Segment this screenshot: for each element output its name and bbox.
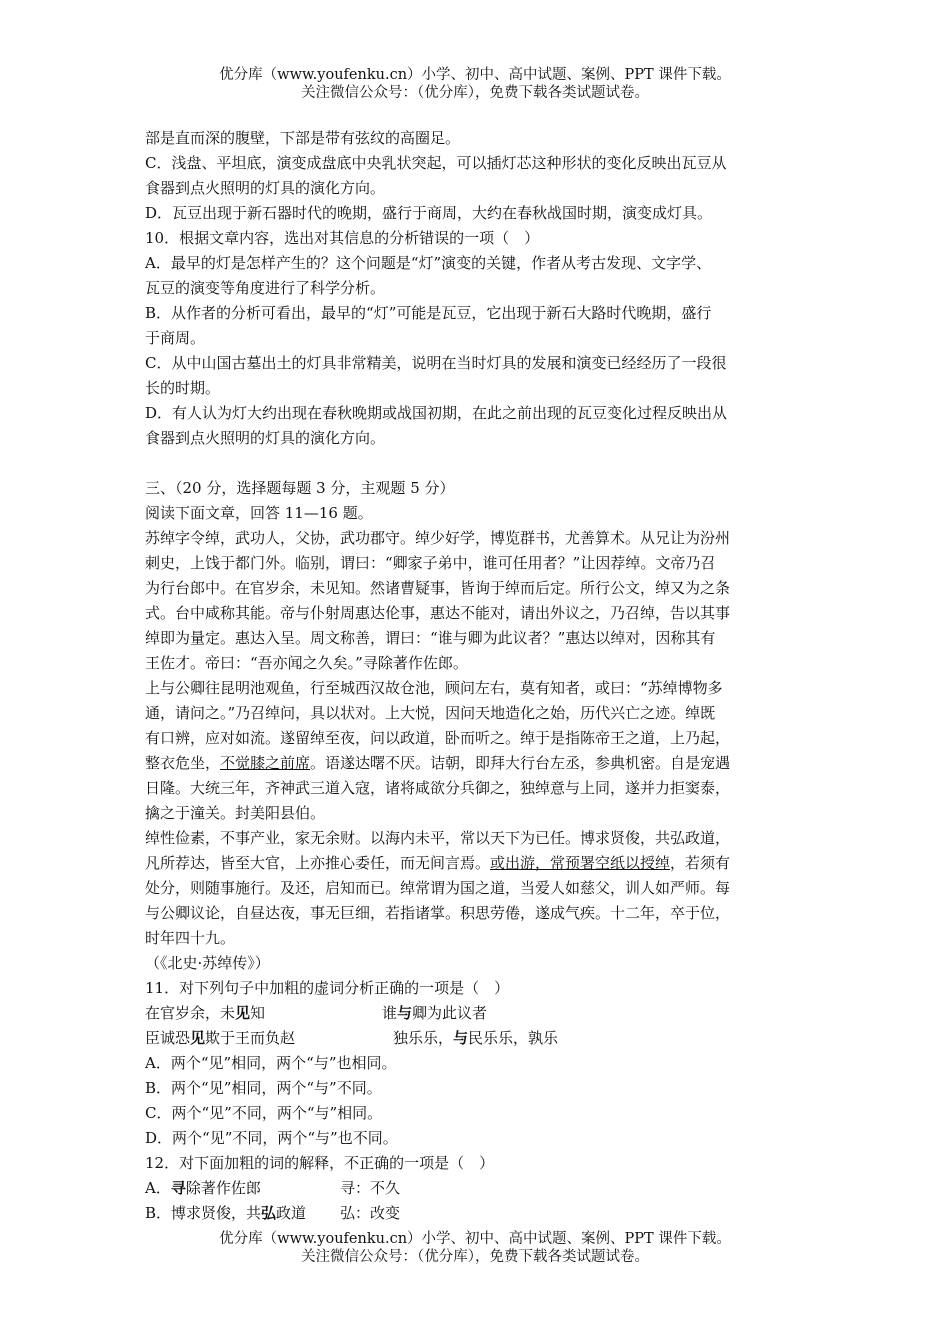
sentence-text: 臣诚恐 [145,1029,191,1047]
q10-option-c-line-2: 长的时期。 [145,379,221,397]
page-footer [0,1230,950,1266]
bold-word: 弘 [261,1204,277,1222]
passage-text: 整衣危坐， [145,754,221,772]
passage-line: 有口辨，应对如流。遂留绰至夜，问以政道，卧而听之。绰于是指陈帝王之道，上乃起， [145,729,731,747]
passage-line [145,751,810,776]
q9-option-c-line-1: C．浅盘、平坦底，演变成盘底中央乳状突起，可以插灯芯这种形状的变化反映出瓦豆从 [145,154,727,172]
q11-sentence-2 [382,1001,487,1026]
passage-line: 擒之于潼关。封美阳县伯。 [145,804,326,822]
footer-line-2: 关注微信公众号：（优分库），免费下载各类试题试卷。 [301,1249,649,1265]
q12-option-b-text [145,1201,340,1226]
bold-word: 见 [235,1004,251,1022]
q10-option-d-line-2: 食器到点火照明的灯具的演化方向。 [145,429,386,447]
option-text: 除著作佐郎 [185,1179,261,1197]
sentence-text: 谁 [382,1004,398,1022]
passage-line: 绰性俭素，不事产业，家无余财。以海内未平，常以天下为已任。博求贤俊，共弘政道， [145,829,731,847]
passage-line: 苏绰字令绰，武功人，父协，武功郡守。绰少好学，博览群书，尤善算术。从兄让为汾州 [145,529,731,547]
option-text: A． [145,1179,171,1197]
q10-option-b-line-1: B．从作者的分析可看出，最早的“灯”可能是瓦豆，它出现于新石大路时代晚期，盛行 [145,304,712,322]
bold-word: 与 [453,1029,469,1047]
passage-line: 处分，则随事施行。及还，启知而已。绰常谓为国之道，当爱人如慈父，训人如严师。每 [145,879,731,897]
sentence-text: 卿为此议者 [412,1004,488,1022]
q10-option-d-line-1: D．有人认为灯大约出现在春秋晚期或战国初期，在此之前出现的瓦豆变化过程反映出从 [145,404,728,422]
q10-option-b-line-2: 于商周。 [145,329,206,347]
q11-option-d: D．两个“见”不同，两个“与”也不同。 [145,1129,398,1147]
q11-sentences-row-2 [145,1026,810,1051]
q12-stem: 12．对下面加粗的词的解释，不正确的一项是（ ） [145,1154,495,1172]
q11-sentences-row-1 [145,1001,810,1026]
document-body [145,126,810,1226]
q9-option-c-line-2: 食器到点火照明的灯具的演化方向。 [145,179,386,197]
q11-sentence-1 [145,1001,382,1026]
sentence-text: 知 [250,1004,266,1022]
q12-option-b [145,1201,810,1226]
underlined-sentence: 不觉膝之前席 [220,754,311,772]
q10-option-a-line-2: 瓦豆的演变等角度进行了科学分析。 [145,279,386,297]
q10-option-a-line-1: A．最早的灯是怎样产生的？这个问题是“灯”演变的关键，作者从考古发现、文字学、 [145,254,712,272]
sentence-text: 民乐乐，孰乐 [468,1029,559,1047]
q11-stem: 11．对下列句子中加粗的虚词分析正确的一项是（ ） [145,979,510,997]
bold-word: 寻 [170,1179,186,1197]
sentence-text: 在官岁余，未 [145,1004,236,1022]
passage-line: 刺史，上饯于都门外。临别，谓曰：“卿家子弟中，谁可任用者？”让因荐绰。文帝乃召 [145,554,716,572]
q12-option-b-explanation: 弘：改变 [340,1204,401,1222]
passage-line: 上与公卿往昆明池观鱼，行至城西汉故仓池，顾问左右，莫有知者，或曰：“苏绰博物多 [145,679,723,697]
passage-text: 凡所荐达，皆至大官，上亦推心委任，而无间言焉。 [145,854,491,872]
passage-line: 日隆。大统三年，齐神武三道入寇，诸将咸欲分兵御之，独绰意与上同，遂并力拒窦泰， [145,779,731,797]
q11-option-b: B．两个“见”相同，两个“与”不同。 [145,1079,382,1097]
q10-stem: 10．根据文章内容，选出对其信息的分析错误的一项（ ） [145,229,540,247]
header-line-2: 关注微信公众号：（优分库），免费下载各类试题试卷。 [301,85,649,101]
q12-option-a-text [145,1176,340,1201]
bold-word: 与 [397,1004,413,1022]
q11-sentence-3 [145,1026,393,1051]
passage-line: 与公卿议论，自昼达夜，事无巨细，若指诸掌。积思劳倦，遂成气疾。十二年，卒于位， [145,904,731,922]
spacer [145,451,810,476]
q10-option-c-line-1: C．从中山国古墓出土的灯具非常精美，说明在当时灯具的发展和演变已经经历了一段很 [145,354,727,372]
passage-text: ，若须有 [670,854,731,872]
sentence-text: 欺于王而负赵 [205,1029,296,1047]
bold-word: 见 [190,1029,206,1047]
footer-line-1: 优分库（www.youfenku.cn）小学、初中、高中试题、案例、PPT 课件下载。 [219,1231,731,1247]
underlined-sentence: 或出游，常预署空纸以授绰 [490,854,671,872]
q12-option-a-explanation: 寻：不久 [340,1179,401,1197]
option-text: 政道 [276,1204,307,1222]
passage-text: 。语遂达曙不厌。诘朝，即拜大行台左丞，参典机密。自是宠遇 [310,754,731,772]
option-text: B．博求贤俊，共 [145,1204,262,1222]
passage-line: 通，请问之。”乃召绰问，具以状对。上大悦，因问天地造化之始，历代兴亡之迹。绰既 [145,704,716,722]
page-header [0,66,950,102]
sentence-text: 独乐乐， [393,1029,454,1047]
q9-continuation: 部是直而深的腹壁，下部是带有弦纹的高圈足。 [145,129,461,147]
q11-option-a: A．两个“见”相同，两个“与”也相同。 [145,1054,397,1072]
passage-line: 式。台中咸称其能。帝与仆射周惠达伦事，惠达不能对，请出外议之，乃召绰，告以其事 [145,604,731,622]
passage-line: 时年四十九。 [145,929,236,947]
passage-line: 王佐才。帝曰：“吾亦闻之久矣。”寻除著作佐郎。 [145,654,468,672]
q11-option-c: C．两个“见”不同，两个“与”相同。 [145,1104,383,1122]
passage-line: 绰即为量定。惠达入呈。周文称善，谓曰：“谁与卿为此议者？”惠达以绰对，因称其有 [145,629,716,647]
passage-line [145,851,810,876]
q9-option-d: D．瓦豆出现于新石器时代的晚期，盛行于商周，大约在春秋战国时期，演变成灯具。 [145,204,713,222]
header-line-1: 优分库（www.youfenku.cn）小学、初中、高中试题、案例、PPT 课件下载。 [219,67,731,83]
passage-line: 为行台郎中。在官岁余，未见知。然诸曹疑事，皆询于绰而后定。所行公文，绰又为之条 [145,579,731,597]
section-3-title: 三、（20 分，选择题每题 3 分，主观题 5 分） [145,479,455,497]
section-3-intro: 阅读下面文章，回答 11—16 题。 [145,504,373,522]
passage-source: （《北史·苏绰传》） [145,954,270,972]
q11-sentence-4 [393,1026,558,1051]
q12-option-a [145,1176,810,1201]
